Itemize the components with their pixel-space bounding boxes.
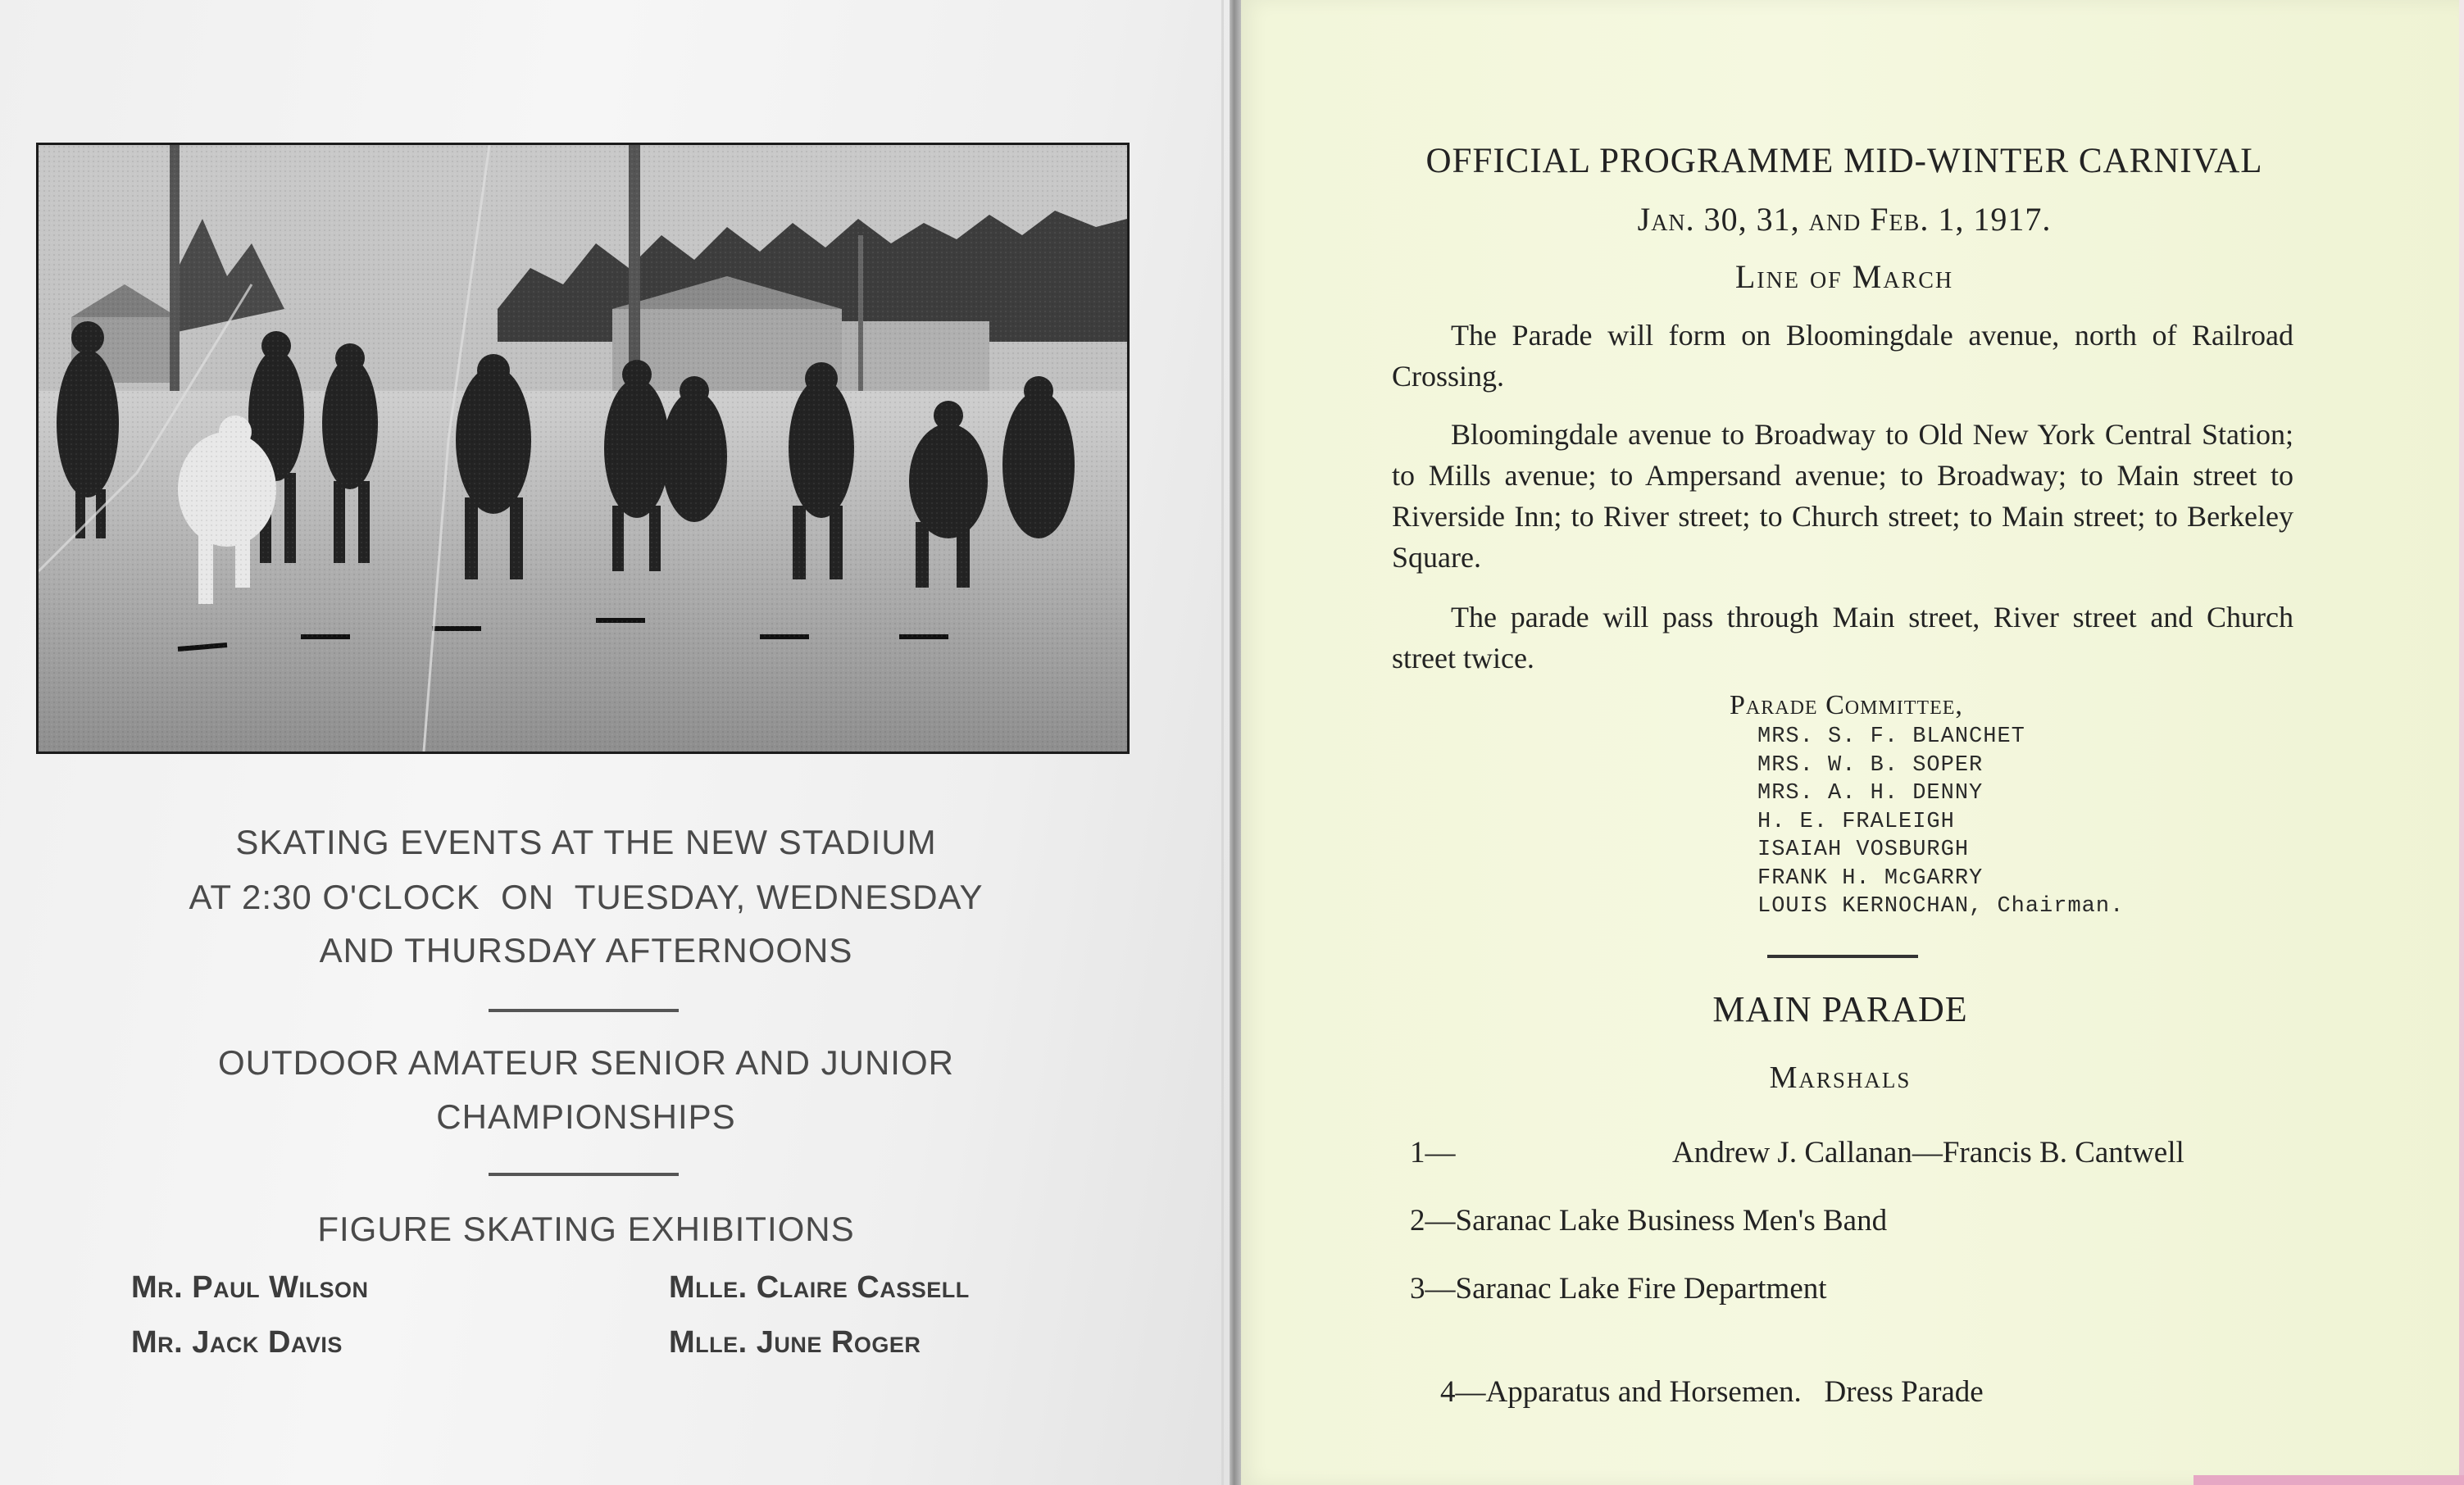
parade-pass-paragraph: The parade will pass through Main street, River street and Church street twice.	[1392, 601, 2294, 674]
parade-item-text: Apparatus and Horsemen. Dress Parade	[1485, 1375, 1984, 1409]
divider	[1767, 955, 1918, 958]
heading-line: AND THURSDAY AFTERNOONS	[319, 931, 853, 970]
performer-name: Mlle. Claire Cassell	[669, 1270, 970, 1305]
committee-member: MRS. S. F. BLANCHET	[1757, 724, 2025, 749]
committee-member: MRS. W. B. SOPER	[1757, 752, 1984, 778]
figure-skating-heading	[49, 1212, 1123, 1247]
parade-item-number: 2—	[1410, 1204, 1456, 1238]
committee-member: FRANK H. McGARRY	[1757, 865, 1984, 891]
carnival-dates: Jan. 30, 31, and Feb. 1, 1917.	[1637, 201, 2052, 238]
parade-route-paragraph: Bloomingdale avenue to Broadway to Old New York Central Station; to Mills avenue; to Ampersand avenue; to Broadway; to Main street to Riverside Inn; to River street; to Church street; to Main street; to Berkeley Square.	[1392, 418, 2294, 574]
page-crease	[1221, 0, 1224, 1485]
divider	[489, 1009, 679, 1012]
skating-race-photo	[36, 143, 1130, 754]
marshals-heading: Marshals	[1769, 1060, 1912, 1095]
photo-illustration	[39, 145, 1127, 752]
heading-line: CHAMPIONSHIPS	[436, 1097, 736, 1136]
committee-member: LOUIS KERNOCHAN, Chairman.	[1757, 894, 2125, 919]
performer-name: Mr. Paul Wilson	[131, 1270, 369, 1305]
skating-events-days	[49, 933, 1123, 968]
parade-item-number: 1—	[1410, 1136, 1456, 1169]
committee-list	[1757, 723, 2124, 921]
parade-form-paragraph: The Parade will form on Bloomingdale avenue, north of Railroad Crossing.	[1392, 319, 2294, 393]
performer-name: Mlle. June Roger	[669, 1325, 921, 1360]
performer-name: Mr. Jack Davis	[131, 1325, 343, 1360]
parade-item	[1410, 1203, 1887, 1238]
committee-member: H. E. FRALEIGH	[1757, 809, 1955, 834]
parade-item-text: Saranac Lake Business Men's Band	[1455, 1204, 1888, 1238]
programme-title: OFFICIAL PROGRAMME MID-WINTER CARNIVAL	[1425, 142, 2263, 180]
page-edge	[2459, 0, 2464, 1485]
parade-item-number: 4—	[1440, 1375, 1486, 1409]
main-parade-heading: MAIN PARADE	[1712, 989, 1968, 1029]
championships-subheading	[49, 1097, 1123, 1136]
skating-events-time	[49, 880, 1123, 915]
skating-events-heading	[49, 825, 1123, 860]
heading-line: SKATING EVENTS AT THE NEW STADIUM	[235, 823, 937, 861]
parade-item-text: Andrew J. Callanan—Francis B. Cantwell	[1672, 1136, 2184, 1169]
parade-item-number: 3—	[1410, 1272, 1456, 1306]
committee-member: MRS. A. H. DENNY	[1757, 781, 1984, 806]
divider	[489, 1173, 679, 1176]
page-gutter	[1230, 0, 1241, 1485]
championships-heading	[49, 1043, 1123, 1082]
parade-item	[1410, 1271, 1827, 1306]
heading-line: OUTDOOR AMATEUR SENIOR AND JUNIOR	[218, 1043, 954, 1082]
heading-line: FIGURE SKATING EXHIBITIONS	[317, 1210, 855, 1248]
parade-item	[1410, 1339, 1984, 1445]
line-of-march-heading: Line of March	[1734, 258, 1954, 295]
committee-heading: Parade Committee,	[1730, 690, 1963, 720]
heading-line: AT 2:30 O'CLOCK ON TUESDAY, WEDNESDAY	[189, 878, 984, 916]
committee-member: ISAIAH VOSBURGH	[1757, 838, 1970, 862]
page-edge-bottom	[2194, 1475, 2464, 1485]
parade-item-text: Saranac Lake Fire Department	[1455, 1272, 1827, 1306]
